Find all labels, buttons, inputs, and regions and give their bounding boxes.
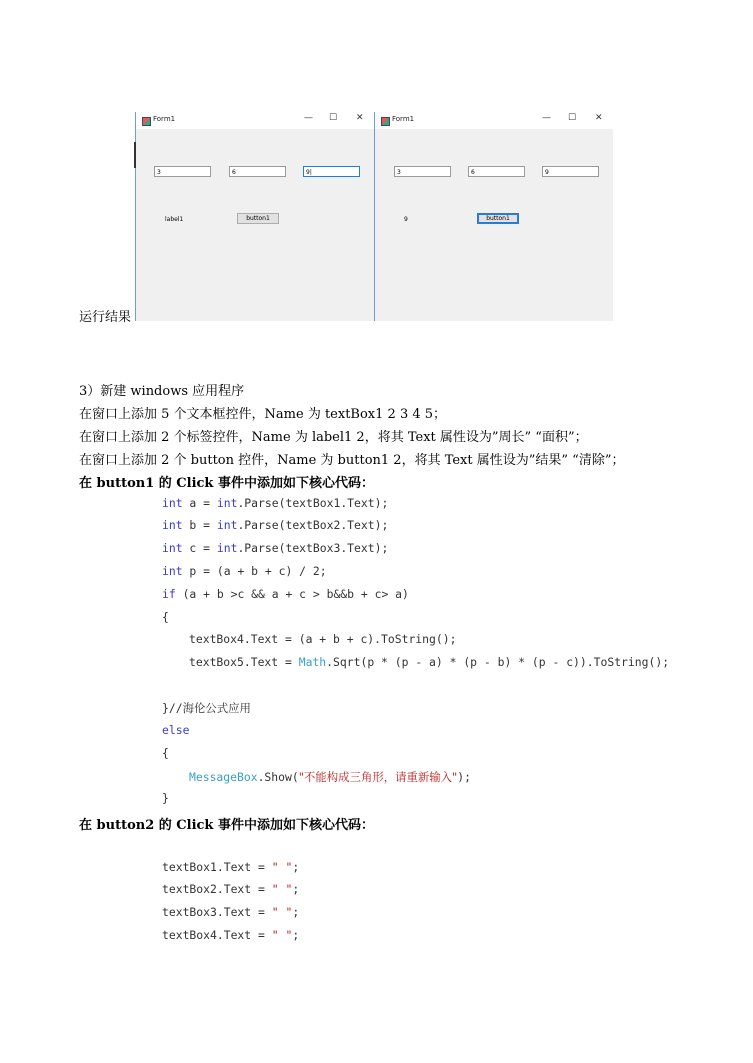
run-result-label: 运行结果 — [79, 310, 132, 325]
button2-code-title: 在 button2 的 Click 事件中添加如下核心代码： — [79, 818, 374, 833]
maximize-button[interactable]: ☐ — [329, 113, 338, 123]
code-line: }//海伦公式应用 — [162, 701, 251, 715]
code-line: textBox4.Text = (a + b + c).ToString(); — [189, 632, 457, 646]
form-window-1 — [135, 112, 374, 321]
code-line: textBox3.Text = " "; — [162, 905, 300, 919]
app-icon — [381, 117, 390, 126]
instruction-line-2: 在窗口上添加 2 个标签控件，Name 为 label1 2，将其 Text 属性设为”周长” “面积”； — [79, 430, 588, 445]
code-line: { — [162, 746, 169, 760]
title-bar — [136, 112, 374, 129]
button-1[interactable]: button1 — [237, 213, 279, 224]
button1-code-title: 在 button1 的 Click 事件中添加如下核心代码： — [79, 476, 374, 491]
close-button[interactable]: ✕ — [595, 113, 603, 123]
textbox-3[interactable]: 9 — [542, 166, 599, 177]
code-line: { — [162, 610, 169, 624]
form-window-2 — [374, 112, 613, 321]
code-line: int a = int.Parse(textBox1.Text); — [162, 496, 389, 510]
code-line: textBox2.Text = " "; — [162, 882, 300, 896]
textbox-1[interactable]: 3 — [394, 166, 451, 177]
app-icon — [142, 117, 151, 126]
code-line: textBox4.Text = " "; — [162, 928, 300, 942]
section-heading: 3）新建 windows 应用程序 — [79, 384, 245, 399]
minimize-button[interactable]: — — [542, 113, 551, 123]
button-1[interactable]: button1 — [477, 213, 519, 224]
textbox-3[interactable]: 9| — [303, 166, 360, 177]
window-title: Form1 — [392, 115, 415, 123]
textbox-1[interactable]: 3 — [154, 166, 211, 177]
code-line: textBox1.Text = " "; — [162, 860, 300, 874]
label-1: label1 — [165, 216, 184, 223]
instruction-line-3: 在窗口上添加 2 个 button 控件，Name 为 button1 2，将其 Text 属性设为”结果” “清除”； — [79, 453, 625, 468]
code-line: else — [162, 723, 190, 737]
textbox-2[interactable]: 6 — [229, 166, 286, 177]
minimize-button[interactable]: — — [304, 113, 313, 123]
label-1: 9 — [404, 216, 408, 223]
code-line: int p = (a + b + c) / 2; — [162, 564, 327, 578]
code-line: if (a + b >c && a + c > b&&b + c> a) — [162, 587, 409, 601]
textbox-2[interactable]: 6 — [468, 166, 525, 177]
close-button[interactable]: ✕ — [356, 113, 364, 123]
code-line: int c = int.Parse(textBox3.Text); — [162, 541, 389, 555]
title-bar — [375, 112, 613, 129]
window-edge — [134, 142, 136, 168]
code-line: textBox5.Text = Math.Sqrt(p * (p - a) * (p - b) * (p - c)).ToString(); — [189, 655, 670, 669]
instruction-line-1: 在窗口上添加 5 个文本框控件，Name 为 textBox1 2 3 4 5； — [79, 407, 447, 422]
code-line: MessageBox.Show("不能构成三角形，请重新输入"); — [189, 770, 472, 784]
code-line: } — [162, 791, 169, 805]
maximize-button[interactable]: ☐ — [568, 113, 577, 123]
window-title: Form1 — [153, 115, 176, 123]
code-line: int b = int.Parse(textBox2.Text); — [162, 518, 389, 532]
